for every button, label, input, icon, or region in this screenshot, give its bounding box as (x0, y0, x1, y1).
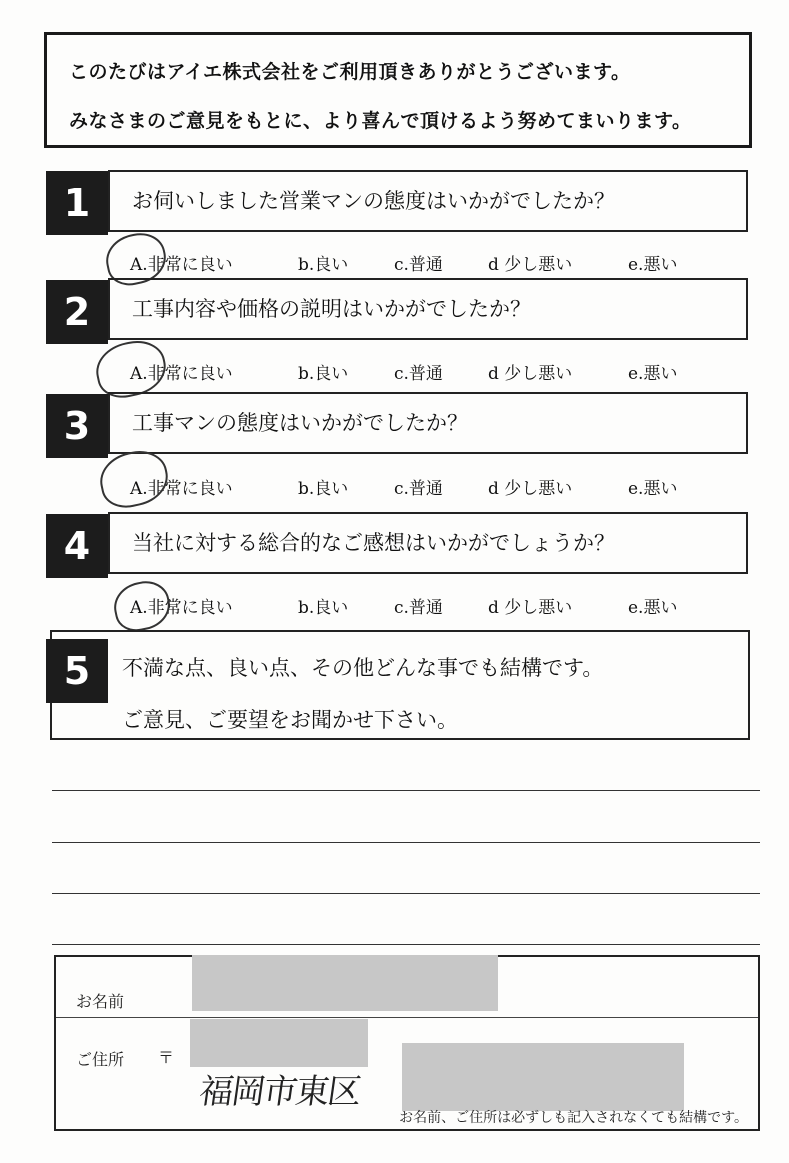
postal-mark: 〒 (158, 1048, 175, 1067)
option-e[interactable]: e.悪い (628, 479, 678, 499)
handwritten-address: 福岡市東区 (196, 1072, 363, 1112)
question-3-number: 3 (46, 394, 108, 458)
question-4-options (130, 593, 730, 619)
greeting-box (44, 32, 752, 148)
option-c[interactable]: c.普通 (394, 255, 443, 275)
option-e[interactable]: e.悪い (628, 255, 678, 275)
question-4-text: 当社に対する総合的なご感想はいかがでしょうか？ (108, 512, 748, 574)
option-e[interactable]: e.悪い (628, 598, 678, 618)
name-redaction (192, 955, 498, 1011)
comment-line[interactable] (52, 944, 760, 945)
comment-line[interactable] (52, 790, 760, 791)
address-label: ご住所 (76, 1050, 125, 1069)
comment-line[interactable] (52, 893, 760, 894)
option-a[interactable]: A.非常に良い (130, 255, 233, 275)
option-d[interactable]: d 少し悪い (488, 364, 573, 384)
question-5-number: 5 (46, 639, 108, 703)
option-a[interactable]: A.非常に良い (130, 364, 233, 384)
option-b[interactable]: b.良い (298, 255, 349, 275)
info-divider (56, 1017, 758, 1018)
question-2-text: 工事内容や価格の説明はいかがでしたか？ (108, 278, 748, 340)
question-2-options (130, 359, 730, 385)
option-b[interactable]: b.良い (298, 364, 349, 384)
option-d[interactable]: d 少し悪い (488, 479, 573, 499)
question-3-options (130, 474, 730, 500)
question-3-text: 工事マンの態度はいかがでしたか？ (108, 392, 748, 454)
question-5-line-1: 不満な点、良い点、その他どんな事でも結構です。 (122, 656, 604, 680)
contact-info-box (54, 955, 760, 1131)
question-5-box (50, 630, 750, 740)
option-d[interactable]: d 少し悪い (488, 598, 573, 618)
option-c[interactable]: c.普通 (394, 479, 443, 499)
greeting-line-2: みなさまのご意見をもとに、より喜んで頂けるよう努めてまいります。 (69, 110, 692, 132)
option-a[interactable]: A.非常に良い (130, 598, 233, 618)
option-a[interactable]: A.非常に良い (130, 479, 233, 499)
option-d[interactable]: d 少し悪い (488, 255, 573, 275)
postal-redaction (190, 1019, 368, 1067)
comment-line[interactable] (52, 842, 760, 843)
privacy-note: お名前、ご住所は必ずしも記入されなくても結構です。 (399, 1110, 748, 1126)
question-5-line-2: ご意見、ご要望をお聞かせ下さい。 (122, 708, 458, 732)
address-redaction (402, 1043, 684, 1111)
greeting-line-1: このたびはアイエ株式会社をご利用頂きありがとうございます。 (69, 61, 631, 83)
question-4-number: 4 (46, 514, 108, 578)
name-label: お名前 (76, 992, 125, 1011)
question-1-number: 1 (46, 171, 108, 235)
option-b[interactable]: b.良い (298, 479, 349, 499)
question-1-text: お伺いしました営業マンの態度はいかがでしたか？ (108, 170, 748, 232)
option-c[interactable]: c.普通 (394, 598, 443, 618)
question-1-options (130, 250, 730, 276)
option-c[interactable]: c.普通 (394, 364, 443, 384)
selected-mark-4 (110, 577, 175, 636)
question-2-number: 2 (46, 280, 108, 344)
option-b[interactable]: b.良い (298, 598, 349, 618)
option-e[interactable]: e.悪い (628, 364, 678, 384)
